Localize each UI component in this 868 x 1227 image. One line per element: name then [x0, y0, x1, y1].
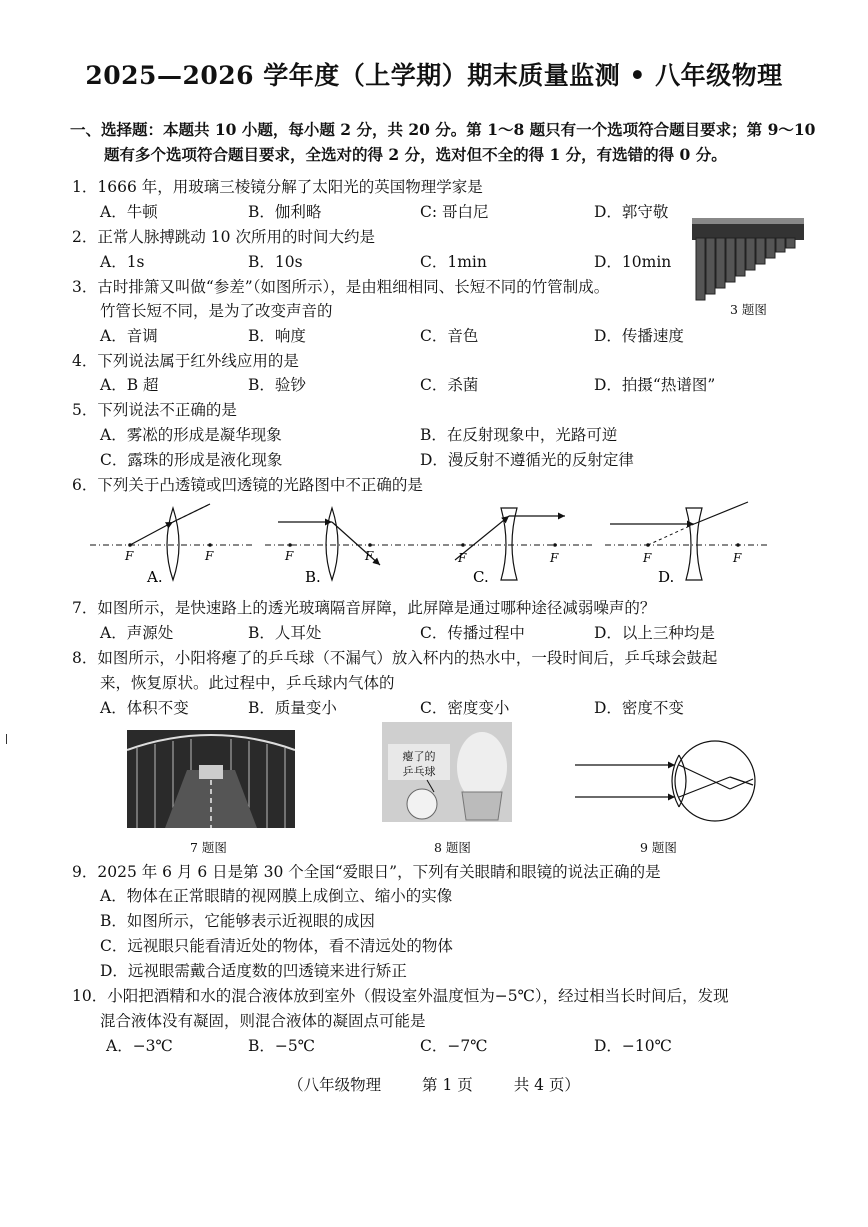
- question-10-option-b: B．−5℃: [248, 1037, 316, 1055]
- pingpong-label-line2: 乒乓球: [402, 765, 436, 778]
- page-title: 2025—2026 学年度（上学期）期末质量监测 • 八年级物理: [85, 61, 783, 90]
- question-4-option-b: B．验钞: [248, 376, 306, 394]
- question-9-option-d: D．远视眼需戴合适度数的凹透镜来进行矫正: [100, 962, 407, 980]
- question-1-option-b: B．伽利略: [248, 203, 322, 221]
- question-1-option-d: D．郭守敬: [594, 203, 669, 221]
- question-8-option-c: C．密度变小: [420, 699, 510, 717]
- lens-diagram-a: [90, 504, 255, 586]
- question-4-option-a: A．B 超: [100, 376, 159, 394]
- focus-label: F: [285, 549, 294, 563]
- figure-7-caption: 7 题图: [190, 840, 227, 855]
- focus-label: F: [205, 549, 214, 563]
- lens-diagram-d-label: D.: [658, 568, 675, 586]
- focus-label: F: [733, 551, 742, 565]
- question-2-option-a: A．1s: [100, 253, 145, 271]
- question-3-option-d: D．传播速度: [594, 327, 684, 345]
- lens-diagram-b-label: B.: [305, 568, 321, 586]
- section-instruction-line1: 一、选择题：本题共 10 小题，每小题 2 分，共 20 分。第 1～8 题只有一个选项符合题目要求；第 9～10: [70, 120, 816, 139]
- footer-total-pages: 共 4 页）: [513, 1076, 580, 1094]
- question-7-stem: 7．如图所示，是快速路上的透光玻璃隔音屏障，此屏障是通过哪种途径减弱噪声的？: [72, 599, 656, 617]
- question-3-stem-line1: 3．古时排箫又叫做“参差”（如图所示），是由粗细相同、长短不同的竹管制成。: [72, 278, 610, 296]
- question-9-option-a: A．物体在正常眼睛的视网膜上成倒立、缩小的实像: [100, 887, 453, 905]
- question-10-option-c: C．−7℃: [420, 1037, 488, 1055]
- question-7-option-a: A．声源处: [100, 624, 174, 642]
- question-1-option-c: C: 哥白尼: [420, 203, 489, 221]
- section-instruction-line2: 题有多个选项符合题目要求，全选对的得 2 分，选对但不全的得 1 分，有选错的得 0 分。: [104, 145, 727, 164]
- question-10-option-a: A．−3℃: [106, 1037, 173, 1055]
- lens-diagram-c: [430, 508, 595, 586]
- figure-9-caption: 9 题图: [640, 840, 677, 855]
- focus-label: F: [458, 551, 467, 565]
- footer-page-number: 第 1 页: [422, 1076, 473, 1094]
- question-6-stem: 6．下列关于凸透镜或凹透镜的光路图中不正确的是: [72, 476, 423, 494]
- question-8-stem-line1: 8．如图所示，小阳将瘪了的乒乓球（不漏气）放入杯内的热水中，一段时间后，乒乓球会鼓起: [72, 649, 718, 667]
- question-2-stem: 2．正常人脉搏跳动 10 次所用的时间大约是: [72, 228, 375, 246]
- question-9-stem: 9．2025 年 6 月 6 日是第 30 个全国“爱眼日”，下列有关眼睛和眼镜的说法正确的是: [72, 863, 661, 881]
- question-1-option-a: A．牛顿: [100, 203, 158, 221]
- figure-8-caption: 8 题图: [434, 840, 471, 855]
- eye-diagram: [575, 735, 775, 825]
- question-4-option-d: D．拍摄“热谱图”: [594, 376, 716, 394]
- question-10-stem-line1: 10．小阳把酒精和水的混合液体放到室外（假设室外温度恒为−5℃），经过相当长时间后，发现: [72, 987, 729, 1005]
- focus-label: F: [550, 551, 559, 565]
- question-10-stem-line2: 混合液体没有凝固，则混合液体的凝固点可能是: [100, 1012, 426, 1030]
- question-2-option-d: D．10min: [594, 253, 672, 271]
- question-8-option-a: A．体积不变: [100, 699, 189, 717]
- question-2-option-c: C．1min: [420, 253, 487, 271]
- question-10-option-d: D．−10℃: [594, 1037, 672, 1055]
- panpipe-figure: [690, 210, 810, 305]
- margin-mark: [6, 734, 7, 744]
- lens-diagram-b: [265, 508, 430, 586]
- question-2-option-b: B．10s: [248, 253, 303, 271]
- question-5-option-a: A．雾凇的形成是凝华现象: [100, 426, 282, 444]
- question-3-option-c: C．音色: [420, 327, 479, 345]
- question-3-option-a: A．音调: [100, 327, 158, 345]
- pingpong-photo: [382, 722, 512, 822]
- question-5-option-d: D．漫反射不遵循光的反射定律: [420, 451, 634, 469]
- figure-3-caption: 3 题图: [730, 302, 767, 317]
- focus-label: F: [125, 549, 134, 563]
- question-7-option-b: B．人耳处: [248, 624, 322, 642]
- question-9-option-b: B．如图所示，它能够表示近视眼的成因: [100, 912, 375, 930]
- page-footer: [0, 1073, 868, 1095]
- question-4-stem: 4．下列说法属于红外线应用的是: [72, 352, 299, 370]
- question-5-stem: 5．下列说法不正确的是: [72, 401, 237, 419]
- lens-diagram-a-label: A.: [147, 568, 163, 586]
- pingpong-label-line1: 瘪了的: [402, 750, 436, 763]
- question-1-stem: 1．1666 年，用玻璃三棱镜分解了太阳光的英国物理学家是: [72, 178, 483, 196]
- question-4-option-c: C．杀菌: [420, 376, 479, 394]
- question-8-option-b: B．质量变小: [248, 699, 337, 717]
- question-9-option-c: C．远视眼只能看清近处的物体，看不清远处的物体: [100, 937, 453, 955]
- question-5-option-b: B．在反射现象中，光路可逆: [420, 426, 618, 444]
- question-7-option-d: D．以上三种均是: [594, 624, 715, 642]
- question-7-option-c: C．传播过程中: [420, 624, 525, 642]
- focus-label: F: [365, 549, 374, 563]
- question-8-option-d: D．密度不变: [594, 699, 684, 717]
- question-3-option-b: B．响度: [248, 327, 306, 345]
- question-5-option-c: C．露珠的形成是液化现象: [100, 451, 283, 469]
- sound-barrier-photo: [127, 730, 295, 828]
- lens-diagram-c-label: C.: [473, 568, 489, 586]
- question-8-stem-line2: 来，恢复原状。此过程中，乒乓球内气体的: [100, 674, 395, 692]
- question-3-stem-line2: 竹管长短不同，是为了改变声音的: [100, 302, 333, 320]
- footer-subject: （八年级物理: [288, 1076, 382, 1094]
- focus-label: F: [643, 551, 652, 565]
- lens-ray-diagrams: [85, 500, 775, 590]
- lens-diagram-d: [605, 502, 770, 586]
